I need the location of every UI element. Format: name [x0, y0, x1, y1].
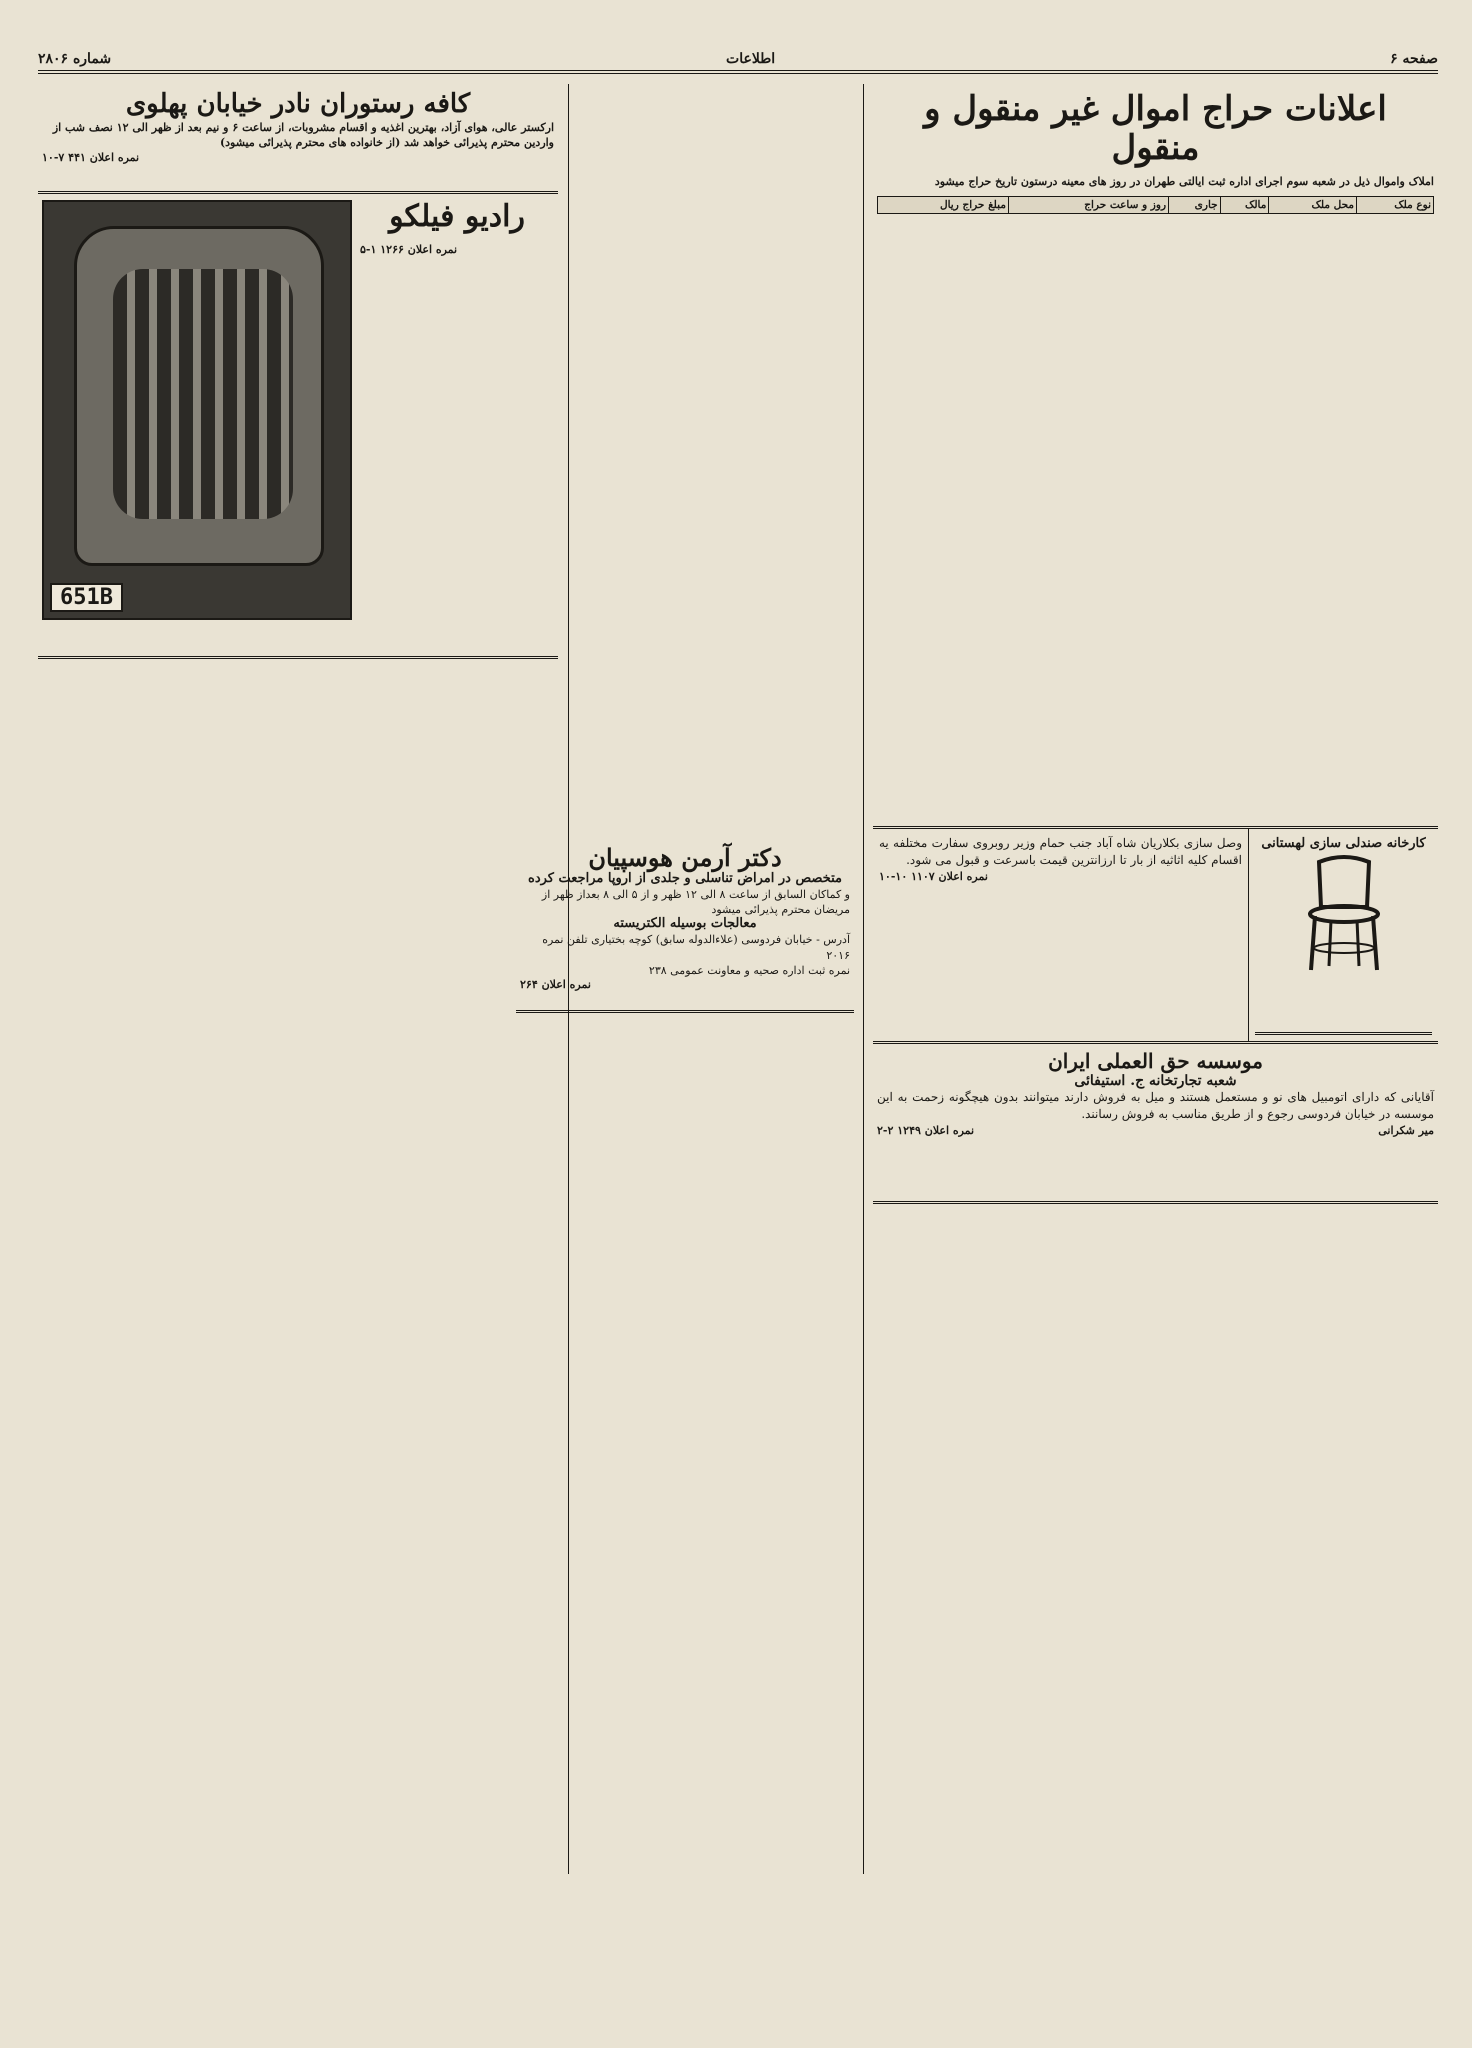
radio-cabinet [74, 226, 324, 566]
newspaper-page [38, 48, 1438, 2018]
left-column [38, 84, 558, 659]
doctor-armen-title: دکتر آرمن هوسپیان [588, 843, 782, 872]
copyright-sub: شعبه تجارتخانه ج. استیفائی [1074, 1073, 1237, 1089]
table-header: روز و ساعت حراج [1008, 196, 1168, 213]
chair-text-col [873, 829, 1248, 1041]
cafe-nader-text: ارکستر عالی، هوای آزاد، بهترین اغذیه و اقسام مشروبات، از ساعت ۶ و نیم بعد از ظهر الی ۱۲ نصف شب از واردین محترم پذیرائی خواهد شد (از خانواده های محترم پذیرائی میشود) [52, 120, 554, 150]
chair-factory-text: وصل سازی بکلاریان شاه آباد جنب حمام وزیر روبروی سفارت مختلفه یه اقسام کلیه اثاثیه از بار تا ارزانترین قیمت باسرعت و قبول می شود. [879, 836, 1242, 868]
radio-philco-ad [38, 194, 558, 659]
copyright-text: آقایانی که دارای اتومبیل های نو و مستعمل هستند و میل به فروش دارند میتوانند بدون هیچگونه زحمت به این موسسه در خیابان فردوسی رجوع و از طریق مناسب به فروش رسانند. [877, 1090, 1434, 1122]
doctor-armen-reg: نمره ثبت اداره صحیه و معاونت عمومی ۲۳۸ [648, 964, 850, 978]
doctor-armen-text: و کماکان السابق از ساعت ۸ الی ۱۲ ظهر و از ۵ الی ۸ بعداز ظهر از مریضان محترم پذیرائی میشود [541, 887, 850, 916]
right-column [873, 84, 1438, 1204]
radio-text [360, 200, 554, 650]
radio-badge: 651B [50, 583, 123, 612]
radio-number: نمره اعلان ۱۲۶۶ ۱-۵ [360, 242, 458, 256]
auction-title: اعلانات حراج اموال غیر منقول و منقول [924, 89, 1387, 169]
table-header: مالک [1220, 196, 1269, 213]
lower-right-block [873, 829, 1438, 1044]
table-header: نوع ملک [1356, 196, 1433, 213]
page-number: صفحه ۶ [1390, 51, 1438, 67]
auction-table [877, 196, 1434, 214]
newspaper-name: اطلاعات [726, 51, 776, 67]
cafe-nader-number: نمره اعلان ۴۴۱ ۷-۱۰ [42, 150, 140, 164]
side-ads [1248, 829, 1438, 1041]
radio-grille [113, 269, 293, 519]
copyright-sign: میر شکرانی [1378, 1123, 1434, 1137]
table-header: جاری [1169, 196, 1221, 213]
table-header: مبلغ حراج ریال [878, 196, 1009, 213]
middle-column [516, 838, 854, 1013]
chair-icon [1289, 852, 1399, 1022]
copyright-ad [873, 1044, 1438, 1204]
table-header: محل ملک [1269, 196, 1357, 213]
chair-factory-ad [1255, 835, 1432, 1035]
doctor-armen-treat: معالجات بوسیله الکتریسته [613, 916, 757, 932]
doctor-armen-number: نمره اعلان ۲۶۴ [520, 978, 591, 992]
auction-listing [873, 84, 1438, 829]
chair-factory-number: نمره اعلان ۱۱۰۷ ۱۰-۱۰ [879, 869, 988, 883]
copyright-title: موسسه حق العملی ایران [1048, 1049, 1263, 1073]
doctor-armen-address: آدرس - خیابان فردوسی (علاءالدوله سابق) کوچه بختیاری تلفن نمره ۲۰۱۶ [542, 933, 850, 962]
auction-intro: املاک واموال ذیل در شعبه سوم اجرای اداره ثبت ایالتی طهران در روز های معینه درستون تاریخ حراج میشود [934, 175, 1434, 189]
chair-factory-title: کارخانه صندلی سازی لهستانی [1261, 836, 1426, 851]
radio-photo [42, 200, 352, 620]
cafe-nader-ad [38, 84, 558, 194]
radio-title: رادیو فیلکو [389, 199, 525, 234]
doctor-armen-ad [516, 838, 854, 1013]
cafe-nader-title: کافه رستوران نادر خیابان پهلوی [125, 89, 471, 119]
page-header [38, 48, 1438, 74]
issue-number: شماره ۲۸۰۶ [38, 51, 112, 67]
column-divider [863, 84, 864, 1874]
doctor-armen-sub: متخصص در امراض تناسلی و جلدی از اروپا مراجعت کرده [528, 870, 842, 886]
copyright-number: نمره اعلان ۱۲۴۹ ۲-۲ [877, 1123, 975, 1137]
